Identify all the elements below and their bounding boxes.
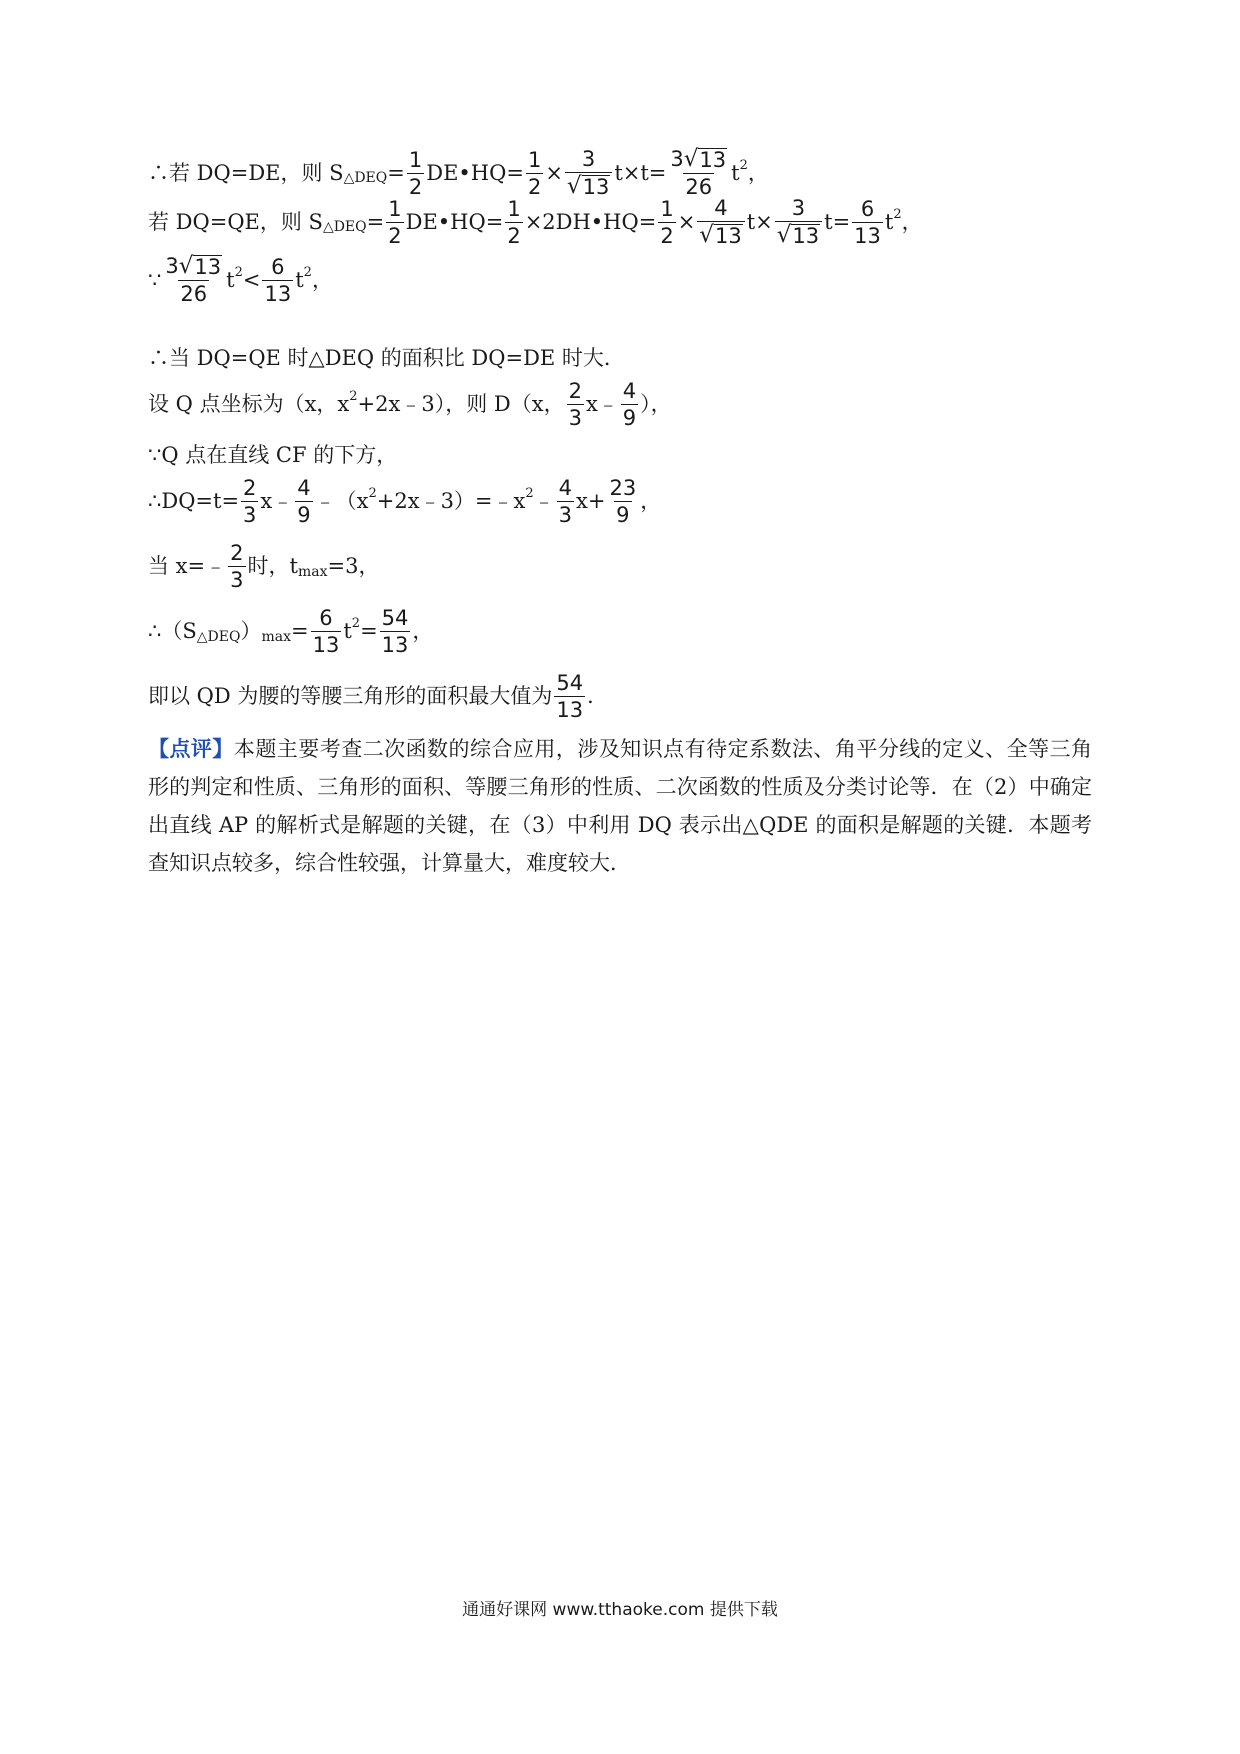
- numerator: 54: [381, 606, 409, 630]
- superscript: 2: [368, 486, 377, 502]
- solution-line-2: [148, 197, 923, 247]
- numerator: 1: [660, 196, 674, 221]
- text: ×2DH•HQ=: [524, 209, 657, 234]
- denominator: 2: [507, 223, 521, 248]
- text: t×t=: [614, 160, 667, 185]
- subscript: △DEQ: [322, 219, 367, 236]
- denominator: 2: [660, 223, 674, 248]
- numerator: 6: [271, 254, 285, 279]
- text: 设 Q 点坐标为（x，x: [148, 392, 350, 417]
- text: <: [242, 267, 261, 292]
- numerator: 3: [581, 147, 596, 171]
- text: ∵: [148, 267, 162, 292]
- coefficient: 3: [670, 147, 684, 172]
- fraction: [658, 198, 675, 247]
- solution-line-4: [148, 348, 625, 369]
- text: x﹣: [585, 392, 619, 417]
- text: t×: [746, 209, 773, 234]
- comment-paragraph: [148, 730, 1092, 882]
- numerator: 2: [243, 476, 257, 500]
- superscript: 2: [303, 264, 312, 280]
- square-root: [777, 224, 820, 247]
- footer-source: 通通好课网 www.tthaoke.com 提供下载: [462, 1600, 778, 1620]
- fraction: [380, 607, 411, 656]
- radicand: 13: [194, 255, 222, 279]
- text: 时，t: [247, 554, 298, 579]
- text: +2x﹣3），则 D（x，: [357, 392, 565, 417]
- solution-line-1: [148, 148, 769, 198]
- denominator: 9: [297, 503, 311, 528]
- denominator: 13: [381, 633, 409, 658]
- fraction: [697, 197, 744, 247]
- radicand: 13: [792, 224, 820, 249]
- text: DE•HQ=: [405, 209, 504, 234]
- text: ×: [677, 209, 696, 234]
- fraction: [262, 256, 293, 305]
- denominator: 13: [854, 223, 881, 248]
- text: ，: [412, 619, 434, 644]
- text: t: [226, 267, 235, 292]
- numerator: 1: [527, 147, 542, 172]
- radicand: 13: [714, 224, 742, 249]
- text: ﹣: [533, 489, 555, 514]
- text: ，: [640, 489, 662, 514]
- numerator: 23: [609, 476, 637, 500]
- fraction: [775, 197, 822, 247]
- fraction: [554, 672, 585, 721]
- text: ，: [901, 209, 923, 234]
- radical-sign: √: [776, 222, 792, 249]
- text: ，: [747, 160, 769, 185]
- text: ），: [640, 392, 672, 417]
- denominator: 3: [230, 568, 244, 593]
- text: ∴（S: [148, 619, 197, 644]
- solution-line-8: [148, 542, 379, 591]
- numerator: 1: [507, 196, 521, 221]
- comment-tag: 【点评】: [148, 736, 234, 761]
- subscript: max: [297, 563, 328, 580]
- numerator: [163, 255, 224, 280]
- denominator: 26: [180, 282, 208, 307]
- denominator: 13: [264, 281, 292, 306]
- text: 即以 QD 为腰的等腰三角形的面积最大值为: [148, 684, 553, 709]
- numerator: 4: [622, 379, 637, 403]
- numerator: 3: [791, 196, 806, 220]
- fraction: [565, 148, 612, 198]
- comment-text: 本题主要考查二次函数的综合应用，涉及知识点有待定系数法、角平分线的定义、全等三角形的判定和性质、三角形的面积、等腰三角形的性质、二次函数的性质及分类讨论等．在（2）中确定出直线 AP 的解析式是解题的关键，在（3）中利用 DQ 表示出△QDE 的面积是解题的关键．本题考查知识点较多，综合性较强，计算量大，难度较大．: [148, 737, 1093, 875]
- denominator: 2: [527, 174, 542, 199]
- denominator: 3: [568, 406, 582, 431]
- denominator: 9: [616, 503, 630, 528]
- solution-line-6: [148, 445, 397, 466]
- text: t: [884, 209, 894, 234]
- fraction: [241, 477, 258, 526]
- radicand: 13: [699, 148, 727, 172]
- solution-line-10: [148, 672, 608, 721]
- text: =3，: [327, 554, 380, 579]
- denominator: 3: [243, 503, 257, 528]
- text: =: [387, 160, 405, 185]
- fraction: [557, 477, 574, 526]
- radical-sign: √: [566, 173, 582, 200]
- text: ∴当 DQ=QE 时△DEQ 的面积比 DQ=DE 时大．: [148, 346, 625, 370]
- text: t: [295, 267, 304, 292]
- fraction: [621, 380, 638, 429]
- superscript: 2: [349, 389, 358, 405]
- denominator: 3: [558, 503, 573, 528]
- square-root: [684, 148, 727, 171]
- radical-sign: √: [178, 253, 194, 280]
- text: t: [731, 160, 740, 185]
- numerator: 6: [319, 606, 333, 630]
- fraction: [607, 477, 638, 526]
- radical-sign: √: [699, 222, 714, 249]
- solution-line-7: [148, 477, 661, 526]
- denominator: [565, 172, 612, 198]
- radical-sign: √: [683, 146, 699, 173]
- fraction: [567, 380, 584, 429]
- fraction: [386, 198, 403, 247]
- superscript: 2: [525, 486, 534, 502]
- text: ．: [587, 684, 609, 709]
- fraction: [163, 255, 224, 305]
- denominator: [697, 221, 744, 247]
- fraction: [228, 542, 245, 591]
- numerator: 4: [297, 476, 311, 500]
- text: ∴DQ=t=: [148, 489, 240, 514]
- superscript: 2: [893, 206, 902, 222]
- fraction: [505, 198, 522, 247]
- fraction: [295, 477, 312, 526]
- numerator: 1: [388, 196, 402, 221]
- fraction: [668, 148, 729, 198]
- superscript: 2: [351, 616, 361, 632]
- fraction: [311, 607, 342, 656]
- fraction: [852, 198, 883, 247]
- text: ）: [240, 619, 262, 644]
- denominator: 9: [622, 406, 637, 431]
- coefficient: 3: [165, 254, 179, 279]
- denominator: 13: [312, 633, 340, 658]
- numerator: 54: [556, 671, 584, 695]
- text: ∵Q 点在直线 CF 的下方，: [148, 443, 398, 467]
- numerator: 2: [568, 379, 582, 403]
- denominator: 26: [685, 175, 713, 200]
- text: ﹣（x: [314, 489, 369, 514]
- text: =: [360, 619, 378, 644]
- numerator: 6: [860, 196, 875, 221]
- square-root: [179, 255, 222, 278]
- text: 当 x=﹣: [148, 554, 227, 579]
- text: x﹣: [260, 489, 294, 514]
- square-root: [699, 224, 742, 247]
- denominator: [775, 221, 822, 247]
- text: t=: [824, 209, 851, 234]
- square-root: [567, 175, 610, 198]
- fraction: [526, 149, 543, 198]
- text: ×: [545, 160, 563, 185]
- numerator: 4: [558, 476, 573, 500]
- subscript: max: [261, 628, 291, 645]
- solution-line-9: [148, 607, 433, 656]
- text: DE•HQ=: [426, 160, 524, 185]
- text: t: [343, 619, 352, 644]
- text: ∴若 DQ=DE，则 S: [148, 160, 344, 185]
- denominator: 2: [388, 223, 402, 248]
- text: +2x﹣3）=﹣x: [376, 489, 526, 514]
- numerator: [668, 148, 729, 173]
- text: 若 DQ=QE，则 S: [148, 209, 323, 234]
- solution-line-5: [148, 380, 672, 429]
- superscript: 2: [739, 157, 748, 173]
- denominator: 2: [408, 174, 423, 199]
- subscript: △DEQ: [343, 170, 388, 187]
- solution-line-3: [148, 255, 333, 305]
- denominator: 13: [556, 698, 584, 723]
- text: ，: [311, 267, 333, 292]
- text: x+: [576, 489, 606, 514]
- numerator: 4: [714, 196, 728, 220]
- radicand: 13: [582, 175, 610, 200]
- numerator: 1: [408, 147, 423, 172]
- fraction: [407, 149, 424, 198]
- numerator: 2: [230, 541, 244, 565]
- text: =: [290, 619, 309, 644]
- subscript: △DEQ: [196, 628, 241, 645]
- superscript: 2: [234, 264, 243, 280]
- text: =: [366, 209, 385, 234]
